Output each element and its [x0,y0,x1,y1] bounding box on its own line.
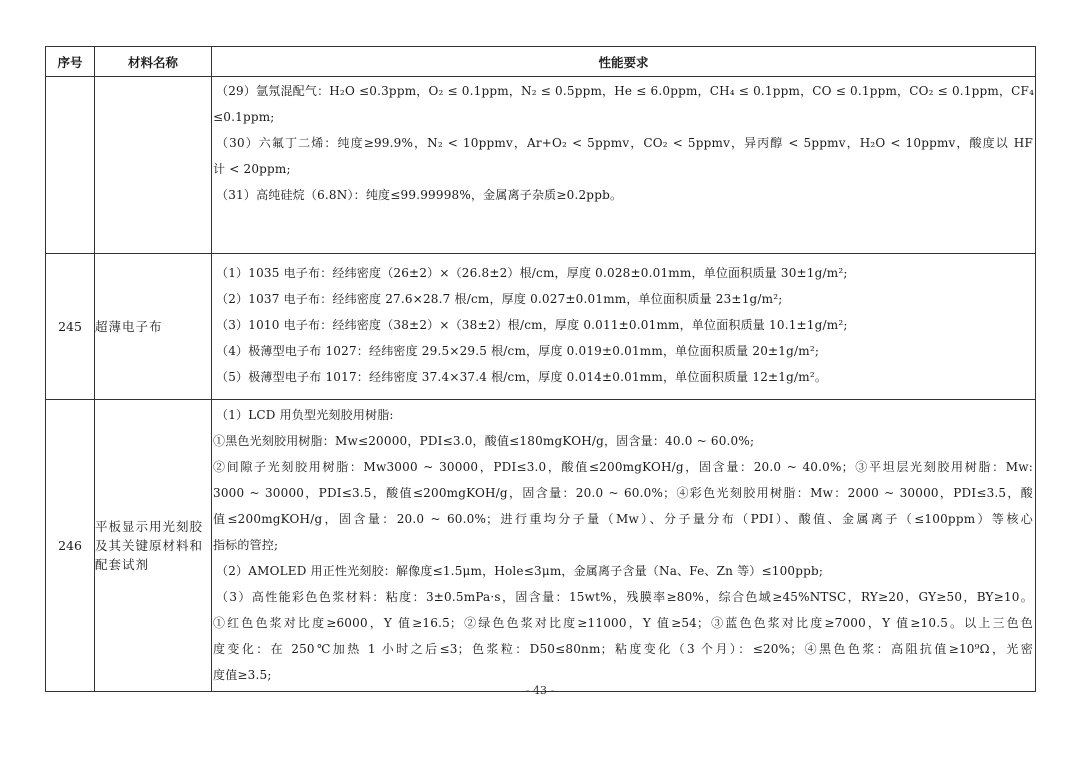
requirement-line: （31）高纯硅烷（6.8N）：纯度≤99.99998%，金属离子杂质≥0.2ppb。 [216,188,623,202]
table-header-row [46,47,1036,77]
row-serial-number [46,77,95,254]
row-material-name: 平板显示用光刻胶及其关键原材料和配套试剂 [95,400,212,692]
specification-table [45,46,1036,692]
page-number: - 43 - [525,684,555,697]
row-requirements [212,254,1036,400]
header-material-name: 材料名称 [95,47,212,77]
requirement-line: 计 < 20ppm; [213,162,291,176]
row-material-name [95,77,212,254]
requirement-line: ②间隙子光刻胶用树脂：Mw3000 ~ 30000，PDI≤3.0，酸值≤200mgKOH/g，固含量：20.0 ~ 40.0%；③平坦层光刻胶用树脂：Mw: [213,460,1033,474]
requirement-line: （29）氩氖混配气：H₂O ≤0.3ppm，O₂ ≤ 0.1ppm，N₂ ≤ 0.5ppm，He ≤ 6.0ppm，CH₄ ≤ 0.1ppm，CO ≤ 0.1ppm，CO₂ ≤ 0.1ppm，CF₄ [216,84,1035,98]
table-row [46,77,1036,254]
requirement-line: （30）六氟丁二烯：纯度≥99.9%，N₂ < 10ppmv，Ar+O₂ < 5ppmv，CO₂ < 5ppmv，异丙醇 < 5ppmv，H₂O < 10ppmv，酸度以 HF [216,136,1033,150]
requirement-line: 度值≥3.5; [213,668,272,682]
requirement-line: ①黑色光刻胶用树脂：Mw≤20000，PDI≤3.0，酸值≤180mgKOH/g，固含量：40.0 ~ 60.0%; [213,434,755,448]
requirement-line: ≤0.1ppm; [213,110,275,124]
requirement-line: （1）LCD 用负型光刻胶用树脂: [216,408,394,422]
requirement-line: 3000 ~ 30000，PDI≤3.5，酸值≤200mgKOH/g，固含量：20.0 ~ 60.0%；④彩色光刻胶用树脂：Mw：2000 ~ 30000，PDI≤3.5，酸 [213,486,1033,500]
row-material-name: 超薄电子布 [95,254,212,400]
requirement-line: （2）1037 电子布：经纬密度 27.6×28.7 根/cm，厚度 0.027±0.01mm，单位面积质量 23±1g/m²; [216,292,783,306]
requirement-line: 指标的管控; [213,538,279,552]
requirement-line: （5）极薄型电子布 1017：经纬密度 37.4×37.4 根/cm，厚度 0.014±0.01mm，单位面积质量 12±1g/m²。 [216,370,828,384]
header-performance-requirements: 性能要求 [212,47,1036,77]
row-requirements [212,400,1036,692]
header-serial-number: 序号 [46,47,95,77]
requirement-line: （4）极薄型电子布 1027：经纬密度 29.5×29.5 根/cm，厚度 0.019±0.01mm，单位面积质量 20±1g/m²; [216,344,820,358]
row-serial-number: 245 [46,254,95,400]
requirement-line: ①红色色浆对比度≥6000，Y 值≥16.5；②绿色色浆对比度≥11000，Y 值≥54；③蓝色色浆对比度≥7000，Y 值≥10.5。以上三色色 [213,616,1033,630]
requirement-line: 度变化：在 250℃加热 1 小时之后≤3；色浆粒：D50≤80nm；粘度变化（3 个月）：≤20%；④黑色色浆：高阻抗值≥10⁹Ω，光密 [213,642,1033,656]
table-row [46,400,1036,692]
requirement-line: （1）1035 电子布：经纬密度（26±2）×（26.8±2）根/cm，厚度 0.028±0.01mm，单位面积质量 30±1g/m²; [216,266,848,280]
requirement-line: （3）高性能彩色色浆材料：粘度：3±0.5mPa·s，固含量：15wt%，残膜率≥80%，综合色域≥45%NTSC，RY≥20，GY≥50，BY≥10。 [216,590,1033,604]
requirement-line: （3）1010 电子布：经纬密度（38±2）×（38±2）根/cm，厚度 0.011±0.01mm，单位面积质量 10.1±1g/m²; [216,318,848,332]
row-requirements [212,77,1036,254]
table-row [46,254,1036,400]
row-serial-number: 246 [46,400,95,692]
requirement-line: （2）AMOLED 用正性光刻胶：解像度≤1.5μm，Hole≤3μm，金属离子含量（Na、Fe、Zn 等）≤100ppb; [216,564,824,578]
requirement-line: 值≤200mgKOH/g，固含量：20.0 ~ 60.0%；进行重均分子量（Mw）、分子量分布（PDI）、酸值、金属离子（≤100ppm）等核心 [213,512,1033,526]
